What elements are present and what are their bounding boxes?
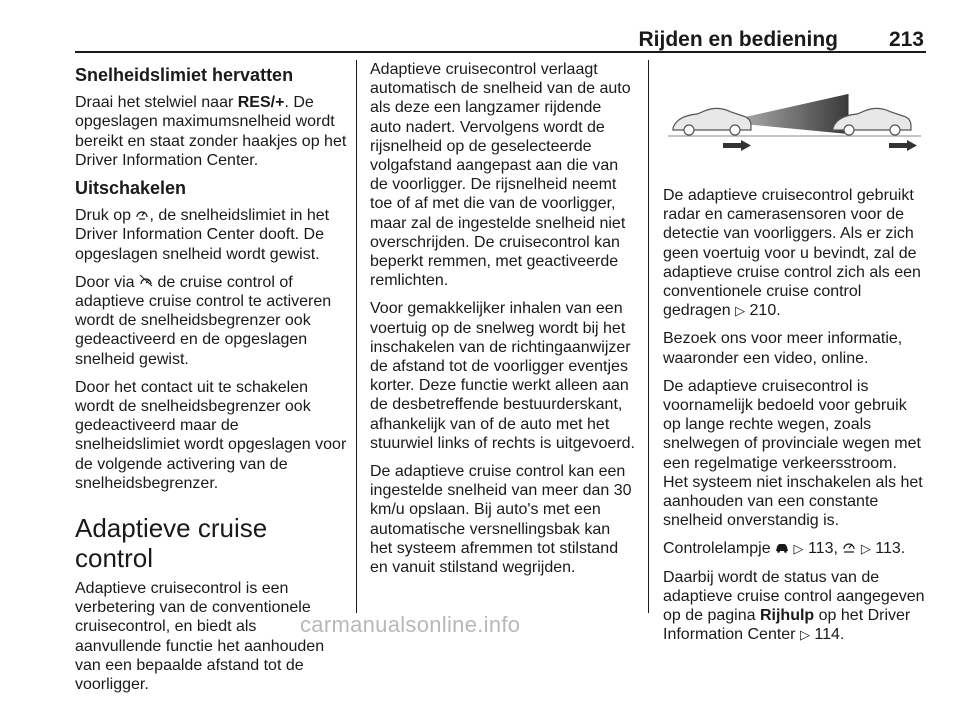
- acc-illustration: [663, 64, 926, 178]
- header-rule: [75, 51, 926, 53]
- heading-adaptieve-cruise-control: Adaptieve cruise control: [75, 513, 268, 574]
- column-divider-2: [648, 60, 649, 613]
- paragraph-off-3: Door het contact uit te schakelen wordt de snelheidsbegrenzer ook gedeactiveerd maar de snelheidslimiet wordt opgeslagen voor de volgende activering van de snelheidsbegrenzer.: [75, 378, 347, 492]
- reference-arrow-icon: ▷: [860, 541, 871, 557]
- paragraph-indicator: [663, 539, 926, 558]
- speed-limiter-icon: [135, 207, 149, 224]
- page-reference: 113,: [807, 540, 838, 558]
- following-car-icon: [673, 108, 751, 135]
- reference-arrow-icon: ▷: [793, 541, 804, 557]
- text: Draai het stelwiel naar: [75, 94, 238, 112]
- reference-arrow-icon: ▷: [735, 303, 746, 319]
- cruise-control-icon: [139, 274, 153, 291]
- page-reference: 210.: [749, 302, 781, 320]
- column-right: [663, 186, 926, 653]
- text: . De opgeslagen maximumsnelheid wordt bereikt en staat zonder haakjes op het Driver Information Center.: [75, 94, 347, 169]
- paragraph-acc-3: De adaptieve cruise control kan een ingestelde snelheid van meer dan 30 km/u opslaan. Bij auto's met een automatische versnellingsbak kan het systeem afremmen tot stilstand en vanuit stilstand wegrijden.: [370, 463, 632, 577]
- page-reference: 113.: [875, 540, 906, 558]
- reference-arrow-icon: ▷: [799, 627, 810, 643]
- direction-arrow-left: [723, 140, 751, 151]
- watermark: carmanualsonline.info: [300, 612, 521, 637]
- paragraph-off-1: [75, 206, 347, 264]
- paragraph-radar: [663, 186, 926, 320]
- paragraph-usage: De adaptieve cruisecontrol is voornamelijk bedoeld voor gebruik op lange rechte wegen, zoals snelwegen of provinciale wegen met een regelmatige verkeersstroom. Het systeem niet inschakelen als het aanhouden van een constante snelheid onverstandig is.: [663, 377, 923, 530]
- page-number: 213: [888, 28, 924, 51]
- text: De adaptieve cruisecontrol gebruikt radar en camerasensoren voor de detectie van voorliggers. Als er zich geen voertuig voor u bevindt, zal de adaptieve cruise control zich als een conventionele cruise control gedragen: [663, 187, 921, 320]
- text: op het Driver Information Center: [663, 607, 911, 644]
- column-divider-1: [356, 60, 357, 613]
- text: , de snelheidslimiet in het Driver Information Center dooft. De opgeslagen snelheid wordt gewist.: [75, 207, 330, 263]
- heading-snelheidslimiet-hervatten: Snelheidslimiet hervatten: [75, 65, 294, 85]
- paragraph-acc-1: Adaptieve cruisecontrol verlaagt automatisch de snelheid van de auto als deze een langzamer rijdende auto nadert. Vervolgens wordt de rijsnelheid op de geselecteerde volgafstand aangepast aan die van de voorligger. De rijsnelheid neemt toe of af met die van de voorligger, maar zal de ingestelde snelheid niet overschrijden. De cruisecontrol kan beperkt remmen, met geactiveerde remlichten.: [370, 61, 631, 290]
- page-reference: 114.: [814, 626, 845, 644]
- rijhulp-label: Rijhulp: [759, 607, 815, 625]
- paragraph-status: [663, 568, 926, 645]
- text: Druk op: [75, 207, 136, 225]
- text: Daarbij wordt de status van de adaptieve cruise control aangegeven op de pagina: [663, 568, 925, 625]
- paragraph-off-2: [75, 273, 347, 369]
- text: Door via: [75, 273, 140, 291]
- paragraph-acc-2: Voor gemakkelijker inhalen van een voertuig op de snelweg wordt bij het inschakelen van de richtingaanwijzer de afstand tot de voorligger eventjes korter. Deze functie werkt alleen aan de desbetreffende bestuurderskant, afhankelijk van of de auto met het stuurwiel links of rechts is uitgevoerd.: [370, 300, 635, 452]
- paragraph-resume: [75, 93, 347, 170]
- heading-uitschakelen: Uitschakelen: [75, 178, 187, 199]
- car-ahead-icon: [775, 540, 789, 557]
- column-middle: [370, 60, 635, 586]
- text: Controlelampje: [663, 540, 776, 558]
- res-plus-label: RES/+: [237, 94, 285, 112]
- adaptive-cruise-icon: [842, 540, 856, 557]
- text: de cruise control of adaptieve cruise control te activeren wordt de snelheidsbegrenzer ook gedeactiveerd en de opgeslagen snelheid gewist.: [75, 273, 332, 368]
- header-section-title: Rijden en bediening: [638, 28, 838, 51]
- direction-arrow-right: [889, 140, 917, 151]
- column-left: [75, 60, 347, 703]
- paragraph-video: Bezoek ons voor meer informatie, waaronder een video, online.: [663, 330, 903, 367]
- paragraph-acc-intro: Adaptieve cruisecontrol is een verbetering van de conventionele cruisecontrol, en biedt als aanvullende functie het aanhouden van een bepaalde afstand tot de voorligger.: [75, 580, 325, 694]
